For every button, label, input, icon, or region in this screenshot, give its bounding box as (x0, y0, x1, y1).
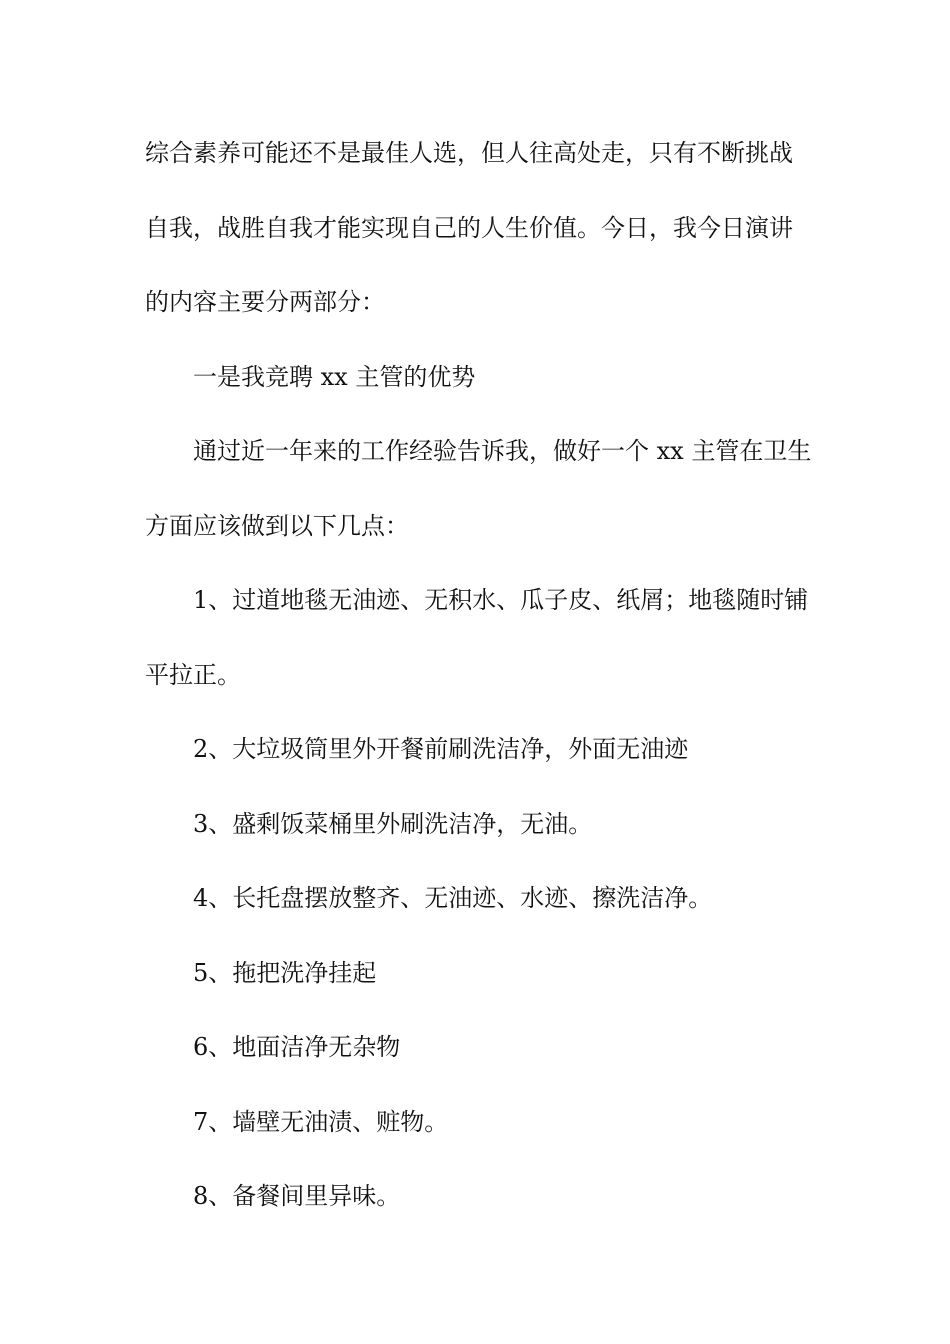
list-item: 2、大垃圾筒里外开餐前刷洗洁净，外面无油迹 (193, 735, 689, 763)
list-item: 3、盛剩饭菜桶里外刷洗洁净，无油。 (193, 809, 593, 838)
paragraph-line: 自我，战胜自我才能实现自己的人生价值。今日，我今日演讲 (145, 213, 793, 242)
list-item: 4、长托盘摆放整齐、无油迹、水迹、擦洗洁净。 (193, 884, 713, 912)
section-heading: 一是我竞聘 xx 主管的优势 (193, 362, 476, 391)
list-item: 8、备餐间里异味。 (193, 1182, 401, 1210)
list-item: 1、过道地毯无油迹、无积水、瓜子皮、纸屑；地毯随时铺 (193, 586, 809, 614)
paragraph-line: 综合素养可能还不是最佳人选，但人往高处走，只有不断挑战 (145, 139, 793, 167)
list-item: 6、地面洁净无杂物 (193, 1033, 401, 1061)
list-item: 5、拖把洗净挂起 (193, 958, 377, 987)
list-item: 7、墙壁无油渍、赃物。 (193, 1107, 449, 1136)
document-body (145, 116, 810, 1234)
paragraph-line: 通过近一年来的工作经验告诉我，做好一个 xx 主管在卫生 (193, 437, 812, 465)
paragraph-line: 的内容主要分两部分： (145, 288, 385, 316)
paragraph-line: 方面应该做到以下几点： (145, 511, 409, 540)
list-item-continuation: 平拉正。 (145, 660, 241, 689)
